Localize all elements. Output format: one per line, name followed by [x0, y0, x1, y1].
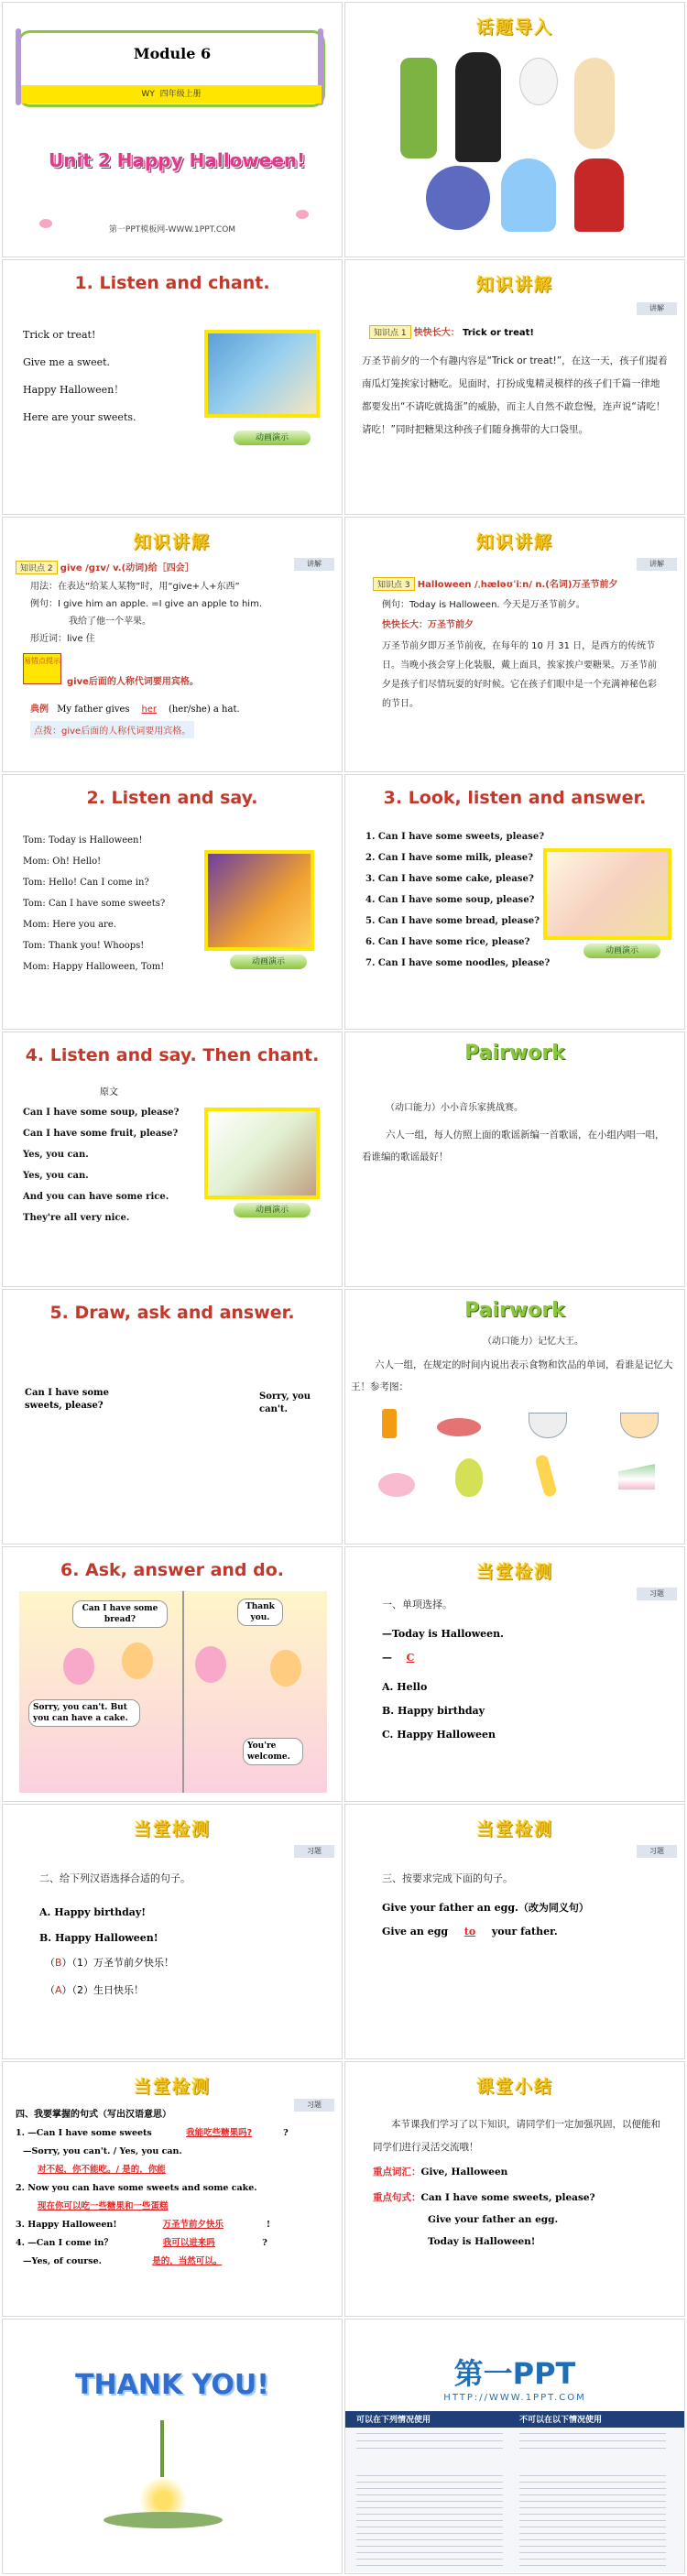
option-list [39, 1900, 158, 1951]
flower-icon [39, 219, 52, 228]
slide-title: 当堂检测 [133, 1819, 211, 1839]
dash: — [382, 1652, 392, 1664]
question-line: 1. Can I have some sweets, please? [365, 832, 545, 842]
example-sentence: 例句：I give him an apple. =I give an apple to him. [30, 599, 263, 609]
question-line: 7. Can I have some noodles, please? [365, 958, 551, 968]
sentence-list [16, 2124, 331, 2271]
question-line: 2. Can I have some milk, please? [365, 853, 533, 863]
slide-summary [344, 2061, 685, 2317]
slide-quiz-1 [344, 1546, 685, 1802]
sentence-text: 3. Happy Halloween! [16, 2220, 117, 2230]
play-animation-button[interactable]: 动画演示 [234, 1203, 311, 1217]
knowledge-point-header [369, 324, 534, 339]
option-item: B. Happy Halloween! [39, 1932, 158, 1944]
sentence-text: —Yes, of course. [23, 2256, 102, 2266]
usage-block [30, 578, 325, 648]
play-animation-button[interactable]: 动画演示 [583, 944, 660, 958]
key-sentences [373, 2187, 595, 2253]
dialogue-lines [23, 830, 165, 977]
chant-line: Can I have some soup, please? [23, 1108, 180, 1118]
word-definition: Halloween /ˌhæləʊˈiːn/ n.(名词)万圣节前夕 [417, 580, 618, 590]
brand-logo: 第一PPT [453, 2356, 576, 2391]
chant-line: Give me a sweet. [23, 356, 111, 368]
explanation-text: 万圣节前夕即万圣节前夜，在每年的 10 月 31 日，是西方的传统节日。当晚小孩会穿上化装服，戴上面具，挨家挨户要糖果。万圣节前夕是孩子们尽情玩耍的好时候。它在孩子们眼中是一个充满神秘色彩的节日。 [382, 641, 657, 709]
dialogue-line: Mom: Oh! Hello! [23, 857, 102, 867]
key-words-text: Give, Halloween [420, 2167, 508, 2178]
flower-icon [296, 210, 309, 219]
allowed-heading: 可以在下列情况使用 [356, 2416, 431, 2425]
play-animation-button[interactable]: 动画演示 [234, 431, 311, 445]
activity-type: （动口能力）小小音乐家挑战赛。 [386, 1103, 523, 1113]
girl-illustration [63, 1648, 94, 1685]
slide-title: 课堂小结 [475, 2077, 553, 2097]
food-picture [543, 848, 671, 940]
slide-title: Pairwork [464, 1299, 565, 1322]
option-item: C. Happy Halloween [382, 1729, 496, 1741]
mummy-illustration [574, 58, 615, 149]
typical-answer: her [141, 704, 158, 715]
speech-bubble: Sorry, you can't. But you can have a cake. [28, 1699, 140, 1727]
phrase: Trick or treat! [462, 328, 534, 338]
quiz-prompt: （1）万圣节前夕快乐！ [71, 1957, 175, 1969]
question-text: —Today is Halloween. [382, 1628, 505, 1640]
vampire-illustration [574, 158, 624, 232]
sentence-text: 1. —Can I have some sweets [16, 2128, 152, 2138]
word-definition: give /ɡɪv/ v.(动词)给［四会］ [60, 563, 194, 573]
grow-label: 快快长大：万圣节前夕 [382, 620, 474, 630]
knowledge-point-header [16, 560, 194, 574]
girl-illustration [270, 1650, 301, 1686]
chant-picture [204, 1108, 320, 1199]
slide-title: 知识讲解 [475, 275, 553, 295]
key-words [373, 2165, 507, 2178]
lesson-badge: 讲解 [294, 558, 334, 571]
section-heading: 二、给下列汉语选择合适的句子。 [39, 1872, 191, 1884]
question-lines [365, 826, 550, 974]
link-list [356, 2475, 503, 2567]
sentence-row: 2. Now you can have some sweets and some cake. [16, 2183, 257, 2193]
key-sentence: Can I have some sweets, please? [420, 2192, 595, 2203]
slide-knowledge-1 [344, 259, 685, 515]
knowledge-point-label: 知识点 2 [16, 561, 58, 574]
play-animation-button[interactable]: 动画演示 [230, 955, 307, 969]
slide-listen-say [2, 774, 343, 1030]
speech-bubble: You're welcome. [243, 1738, 303, 1765]
sentence-row: 3. Happy Halloween! 万圣节前夕快乐 ! [16, 2216, 331, 2234]
usage-text: 用法：在表达“给某人某物”时，用“give+人+东西” [30, 582, 240, 592]
chant-line: They're all very nice. [23, 1213, 130, 1223]
grow-label: 快快长大： [413, 328, 460, 338]
sentence-answer: 我能吃些糖果吗? [186, 2128, 253, 2138]
slide-cover [2, 2, 343, 257]
sentence-row: —Sorry, you can't. / Yes, you can. [23, 2146, 182, 2156]
sentence-answer: 我可以进来吗 [162, 2238, 215, 2248]
chant-line: Trick or treat! [23, 329, 96, 341]
answer-prefix: Give an egg [382, 1926, 449, 1937]
slide-ask-answer-do [2, 1546, 343, 1802]
ground-decoration [104, 2512, 223, 2528]
point-note: 点拨：give后面的人称代词要用宾格。 [30, 721, 194, 738]
question-line: 3. Can I have some cake, please? [365, 874, 534, 884]
sentence-text: 4. —Can I come in？ [16, 2238, 113, 2248]
slide-title: 5. Draw, ask and answer. [49, 1303, 295, 1323]
lesson-badge: 讲解 [637, 302, 677, 315]
module-title: Module 6 [133, 45, 212, 62]
speech-bubble: Can I have some bread? [72, 1600, 168, 1628]
slide-title: 话题导入 [475, 17, 553, 38]
question-line: 4. Can I have some soup, please? [365, 895, 535, 905]
slide-title: 当堂检测 [133, 2077, 211, 2097]
dialogue-picture [204, 850, 314, 951]
slide-brand [344, 2319, 685, 2574]
example-translation: 我给了他一个苹果。 [69, 617, 151, 627]
section-heading: 四、我要掌握的句式（写出汉语意思） [16, 2110, 171, 2120]
typical-label: 典例 [30, 704, 49, 715]
lesson-badge: 讲解 [637, 558, 677, 571]
chant-line: And you can have some rice. [23, 1192, 169, 1202]
quiz-item: （B）（1）万圣节前夕快乐！ [45, 1957, 175, 1969]
slide-title: 知识讲解 [475, 532, 553, 552]
chant-line: Yes, you can. [23, 1150, 89, 1160]
question-line: 5. Can I have some bread, please? [365, 916, 540, 926]
slide-title: 2. Listen and say. [86, 788, 258, 808]
slide-knowledge-3 [344, 517, 685, 772]
slide-quiz-3 [344, 1804, 685, 2059]
answer-line [382, 1652, 429, 1664]
sweets-icon [378, 1473, 415, 1497]
knowledge-point-label: 知识点 3 [373, 577, 415, 591]
key-sentence: Today is Halloween! [428, 2236, 536, 2247]
answer-choice: A [55, 1984, 62, 1996]
pear-icon [455, 1458, 483, 1497]
example-text: 例句：Today is Halloween. 今天是万圣节前夕。 [382, 600, 585, 610]
slide-pairwork-2 [344, 1289, 685, 1545]
exercise-badge: 习题 [637, 1588, 677, 1600]
slide-title: 6. Ask, answer and do. [60, 1560, 285, 1580]
slide-title: 3. Look, listen and answer. [383, 788, 647, 808]
chant-lines [23, 1102, 180, 1228]
exercise-badge: 习题 [294, 1845, 334, 1858]
answer-choice: B [55, 1957, 62, 1969]
chant-picture [204, 330, 320, 418]
noodle-bowl-icon [529, 1413, 567, 1438]
tip-badge: 易错点提示 [23, 653, 61, 684]
key-words-label: 重点词汇： [373, 2167, 421, 2178]
sentence-row [16, 2124, 331, 2143]
mummy-illustration [519, 58, 558, 105]
allowed-text-block [356, 2433, 503, 2455]
grade-label: 四年级上册 [159, 90, 202, 99]
brand-url: HTTP://WWW.1PPT.COM [443, 2393, 586, 2403]
chant-line: Yes, you can. [23, 1171, 89, 1181]
question-text: Give your father an egg.（改为同义句） [382, 1902, 589, 1914]
ghost-illustration [501, 158, 556, 232]
dialogue-line: Tom: Can I have some sweets? [23, 899, 166, 909]
section-heading: 三、按要求完成下面的句子。 [382, 1872, 513, 1884]
slide-quiz-2 [2, 1804, 343, 2059]
slide-quiz-4 [2, 2061, 343, 2317]
slide-title: 当堂检测 [475, 1819, 553, 1839]
cake-icon [618, 1464, 655, 1490]
sentence-row [16, 2161, 331, 2179]
option-list [382, 1675, 496, 1747]
similar-word: 形近词：live 住 [30, 634, 95, 644]
explanation-text: 万圣节前夕的一个有趣内容是“Trick or treat!”，在这一天，孩子们提着南瓜灯笼挨家讨糖吃。见面时，打扮成鬼精灵模样的孩子们千篇一律地都要发出“不请吃就捣蛋”的威胁，而主人自然不敢怠慢，连声说“请吃！请吃！”同时把糖果这种孩子们随身携带的大口袋里。 [362, 355, 668, 435]
sentence-row [16, 2198, 331, 2216]
tip-text: give后面的人称代词要用宾格。 [67, 677, 199, 687]
dialogue-line: Tom: Thank you! Whoops! [23, 941, 145, 951]
typical-question: My father gives [57, 704, 130, 715]
question-line: 6. Can I have some rice, please? [365, 937, 530, 947]
original-text-label: 原文 [100, 1087, 118, 1097]
dialogue-line: Tom: Hello! Can I come in? [23, 878, 149, 888]
comic-divider [182, 1591, 184, 1793]
slide-pairwork-1 [344, 1031, 685, 1287]
girl-illustration [122, 1643, 153, 1679]
forbidden-text-block [519, 2433, 666, 2455]
quiz-prompt: （2）生日快乐！ [71, 1984, 145, 1996]
activity-description: 六人一组，在规定的时间内说出表示食物和饮品的单词，看谁是记忆大王！参考图： [351, 1359, 673, 1392]
punctuation: ? [283, 2128, 289, 2138]
link-list [519, 2475, 666, 2567]
sentence-answer: 是的，当然可以。 [152, 2256, 223, 2266]
question-text: Can I have some sweets, please? [25, 1388, 109, 1411]
slide-draw-ask [2, 1289, 343, 1545]
activity-description: 六人一组，每人仿照上面的歌谣新编一首歌谣，在小组内唱一唱，看谁编的歌谣最好！ [362, 1130, 665, 1162]
slide-title: 1. Listen and chant. [74, 273, 270, 293]
summary-intro: 本节课我们学习了以下知识，请同学们一定加强巩固，以便能和同学们进行灵活交流哦！ [373, 2119, 660, 2153]
slide-thank-you [2, 2319, 343, 2574]
sentence-row: 4. —Can I come in？ 我可以进来吗 ? [16, 2234, 331, 2253]
speech-bubble: Thank you. [237, 1599, 283, 1626]
exercise-badge: 习题 [637, 1845, 677, 1858]
key-sentence: Give your father an egg. [428, 2214, 559, 2225]
dialogue-line: Tom: Today is Halloween! [23, 835, 143, 846]
knowledge-point-header [373, 576, 617, 591]
activity-type: （动口能力）记忆大王。 [483, 1337, 583, 1347]
thank-you-text: THANK YOU! [75, 2369, 269, 2401]
key-sentences-label: 重点句式： [373, 2192, 421, 2203]
slide-title: 知识讲解 [133, 532, 211, 552]
girl-illustration [195, 1646, 226, 1683]
series-code: WY [141, 90, 155, 99]
typical-options: (her/she) a hat. [168, 704, 240, 715]
chant-line: Here are your sweets. [23, 411, 136, 423]
chant-line: Happy Halloween！ [23, 384, 125, 396]
witch-illustration [426, 166, 490, 230]
answer-choice: C [406, 1652, 415, 1664]
chant-line: Can I have some fruit, please? [23, 1129, 179, 1139]
typical-example [30, 701, 240, 715]
quiz-item: （A）（2）生日快乐！ [45, 1984, 145, 1996]
slide-title: 当堂检测 [475, 1562, 553, 1582]
slide-knowledge-2 [2, 517, 343, 772]
forbidden-heading: 不可以在以下情况使用 [519, 2416, 603, 2425]
dialogue-line: Mom: Happy Halloween, Tom! [23, 962, 165, 972]
answer-text: Sorry, you can't. [259, 1392, 311, 1414]
reaper-illustration [455, 52, 501, 162]
slide-look-listen [344, 774, 685, 1030]
banana-icon [534, 1454, 557, 1498]
slide-listen-chant-2 [2, 1031, 343, 1287]
sentence-answer: 现在你可以吃一些糖果和一些蛋糕 [38, 2201, 169, 2211]
answer-suffix: your father. [491, 1926, 558, 1937]
sentence-row [16, 2253, 331, 2271]
juice-icon [382, 1409, 397, 1438]
sentence-answer: 万圣节前夕快乐 [162, 2220, 224, 2230]
slide-title: Pairwork [464, 1042, 565, 1064]
section-heading: 一、单项选择。 [382, 1599, 453, 1610]
exercise-badge: 习题 [294, 2099, 334, 2112]
slide-title: 4. Listen and say. Then chant. [25, 1045, 320, 1065]
slide-listen-chant [2, 259, 343, 515]
cover-footer: 第一PPT模板网-WWW.1PPT.COM [108, 225, 236, 235]
monster-illustration [400, 58, 437, 158]
answer-word: to [463, 1926, 476, 1937]
dialogue-line: Mom: Here you are. [23, 920, 116, 930]
fish-icon [437, 1418, 481, 1436]
slide-intro [344, 2, 685, 257]
answer-line [382, 1926, 558, 1937]
option-item: B. Happy birthday [382, 1705, 485, 1717]
knowledge-point-label: 知识点 1 [369, 325, 411, 339]
option-item: A. Hello [382, 1681, 428, 1693]
sentence-answer: 对不起，你不能吃。/ 是的，你能 [38, 2165, 166, 2175]
series-bar [21, 85, 322, 104]
soup-bowl-icon [620, 1413, 659, 1438]
option-item: A. Happy birthday! [39, 1906, 147, 1918]
chant-lines [23, 324, 136, 429]
unit-title: Unit 2 Happy Halloween! [49, 149, 306, 171]
